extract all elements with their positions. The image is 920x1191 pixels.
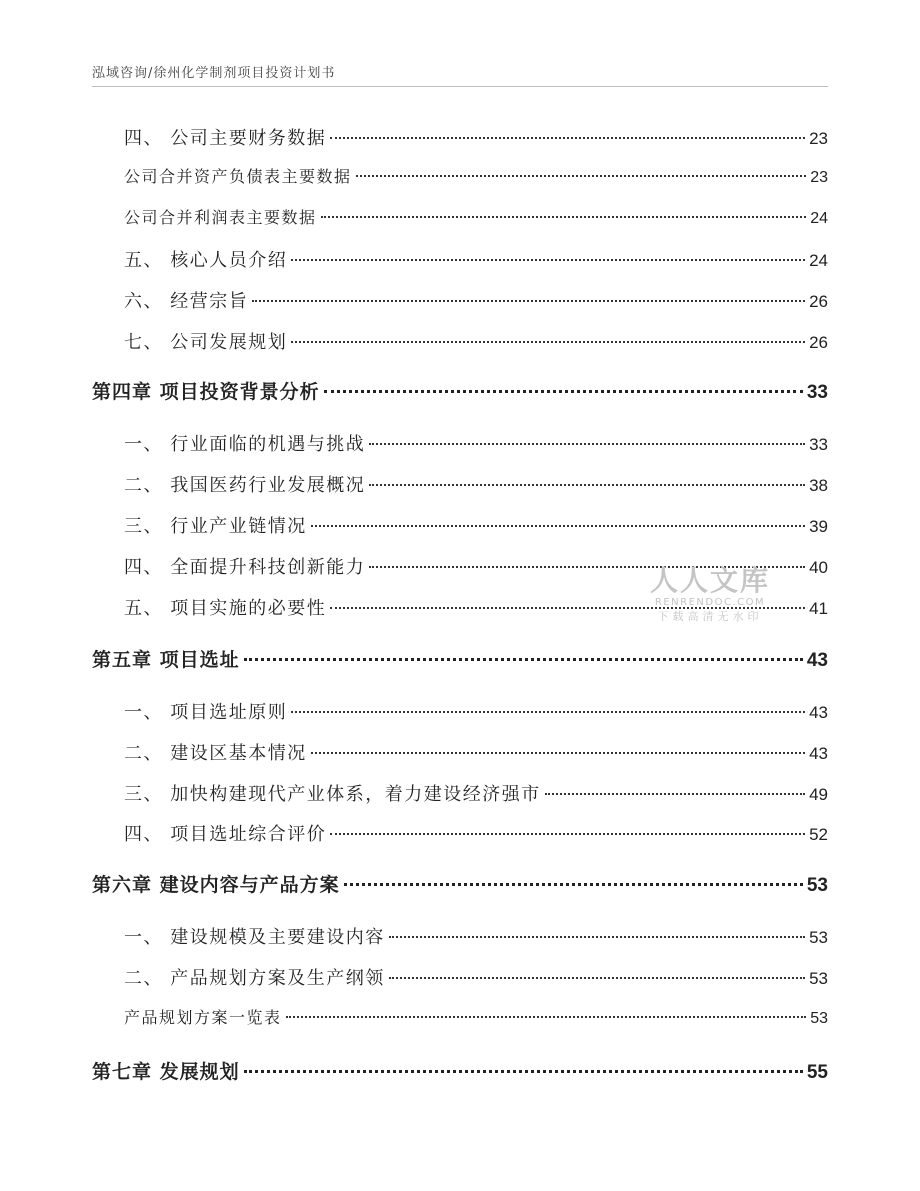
- toc-entry-title: 一、 项目选址原则: [124, 702, 288, 723]
- toc-entry[interactable]: [92, 430, 828, 456]
- toc-dot-leader: [311, 525, 805, 527]
- toc-entry-title: 公司合并资产负债表主要数据: [124, 167, 352, 186]
- toc-entry[interactable]: [92, 739, 828, 765]
- toc-page-number: 40: [809, 558, 828, 577]
- toc-page-number: 43: [809, 744, 828, 763]
- toc-entry[interactable]: [92, 164, 828, 187]
- toc-dot-leader: [324, 390, 803, 393]
- toc-entry-title: 三、 行业产业链情况: [124, 516, 307, 537]
- toc-page-number: 24: [810, 210, 828, 227]
- toc-entry[interactable]: [92, 780, 828, 806]
- watermark: [646, 566, 774, 624]
- toc-dot-leader: [389, 936, 805, 938]
- toc-entry[interactable]: [92, 1005, 828, 1028]
- toc-entry-title: 公司合并利润表主要数据: [124, 208, 317, 227]
- toc-entry-title: 第六章 建设内容与产品方案: [92, 874, 340, 896]
- toc-dot-leader: [252, 300, 805, 302]
- toc-entry-title: 四、 全面提升科技创新能力: [124, 557, 366, 578]
- toc-dot-leader: [369, 484, 805, 486]
- toc-dot-leader: [291, 259, 805, 261]
- toc-dot-leader: [344, 883, 803, 886]
- toc-page-number: 23: [810, 169, 828, 186]
- watermark-title: 人人文库: [649, 564, 770, 597]
- toc-entry[interactable]: [92, 124, 828, 150]
- toc-entry[interactable]: [92, 246, 828, 272]
- watermark-domain: RENRENDOC.COM: [654, 597, 766, 608]
- toc-entry-title: 五、 核心人员介绍: [124, 250, 288, 271]
- toc-entry-title: 第七章 发展规划: [92, 1061, 240, 1083]
- toc-entry[interactable]: [92, 698, 828, 724]
- toc-dot-leader: [330, 137, 805, 139]
- toc-page-number: 53: [809, 969, 828, 988]
- toc-page-number: 43: [809, 703, 828, 722]
- toc-dot-leader: [369, 443, 805, 445]
- toc-entry[interactable]: [92, 820, 828, 846]
- toc-chapter-entry[interactable]: [92, 645, 828, 672]
- toc-dot-leader: [545, 793, 805, 795]
- toc-entry-title: 二、 建设区基本情况: [124, 743, 307, 764]
- toc-page-number: 24: [809, 251, 828, 270]
- toc-page-number: 26: [809, 333, 828, 352]
- toc-entry-title: 六、 经营宗旨: [124, 291, 249, 312]
- toc-page-number: 38: [809, 476, 828, 495]
- toc-chapter-entry[interactable]: [92, 377, 828, 404]
- toc-entry[interactable]: [92, 964, 828, 990]
- toc-page-number: 43: [806, 650, 828, 671]
- toc-page-number: 33: [806, 382, 828, 403]
- toc-page-number: 26: [809, 292, 828, 311]
- toc-dot-leader: [311, 752, 805, 754]
- toc-dot-leader: [244, 658, 803, 661]
- watermark-slogan: 下载高清无水印: [657, 610, 763, 623]
- toc-entry[interactable]: [92, 328, 828, 354]
- toc-page-number: 49: [809, 785, 828, 804]
- toc-dot-leader: [244, 1070, 803, 1073]
- toc-page-number: 39: [809, 517, 828, 536]
- toc-entry-title: 一、 行业面临的机遇与挑战: [124, 434, 366, 455]
- toc-entry-title: 四、 公司主要财务数据: [124, 128, 327, 149]
- toc-page-number: 23: [809, 129, 828, 148]
- toc-dot-leader: [389, 977, 805, 979]
- header-divider: [92, 86, 828, 87]
- toc-page-number: 52: [809, 825, 828, 844]
- toc-page-number: 53: [806, 875, 828, 896]
- toc-dot-leader: [291, 341, 805, 343]
- toc-chapter-entry[interactable]: [92, 1057, 828, 1084]
- toc-entry-title: 二、 我国医药行业发展概况: [124, 475, 366, 496]
- toc-entry-title: 二、 产品规划方案及生产纲领: [124, 968, 385, 989]
- toc-entry[interactable]: [92, 923, 828, 949]
- toc-dot-leader: [286, 1016, 807, 1018]
- toc-page-number: 53: [809, 928, 828, 947]
- toc-entry-title: 一、 建设规模及主要建设内容: [124, 927, 385, 948]
- toc-dot-leader: [356, 175, 807, 177]
- toc-page-number: 41: [809, 599, 828, 618]
- toc-entry-title: 第五章 项目选址: [92, 649, 240, 671]
- toc-entry[interactable]: [92, 512, 828, 538]
- toc-chapter-entry[interactable]: [92, 870, 828, 897]
- running-header: 泓域咨询/徐州化学制剂项目投资计划书: [92, 66, 336, 81]
- toc-page-number: 53: [810, 1010, 828, 1027]
- toc-page-number: 33: [809, 435, 828, 454]
- toc-entry-title: 第四章 项目投资背景分析: [92, 381, 320, 403]
- toc-dot-leader: [291, 711, 805, 713]
- toc-entry-title: 三、 加快构建现代产业体系，着力建设经济强市: [124, 784, 541, 805]
- toc-entry[interactable]: [92, 205, 828, 228]
- toc-entry[interactable]: [92, 471, 828, 497]
- toc-page-number: 55: [806, 1062, 828, 1083]
- toc-entry-title: 七、 公司发展规划: [124, 332, 288, 353]
- toc-entry-title: 产品规划方案一览表: [124, 1008, 282, 1027]
- toc-dot-leader: [321, 216, 807, 218]
- toc-entry-title: 五、 项目实施的必要性: [124, 598, 327, 619]
- toc-entry-title: 四、 项目选址综合评价: [124, 824, 327, 845]
- toc-dot-leader: [330, 833, 805, 835]
- toc-entry[interactable]: [92, 287, 828, 313]
